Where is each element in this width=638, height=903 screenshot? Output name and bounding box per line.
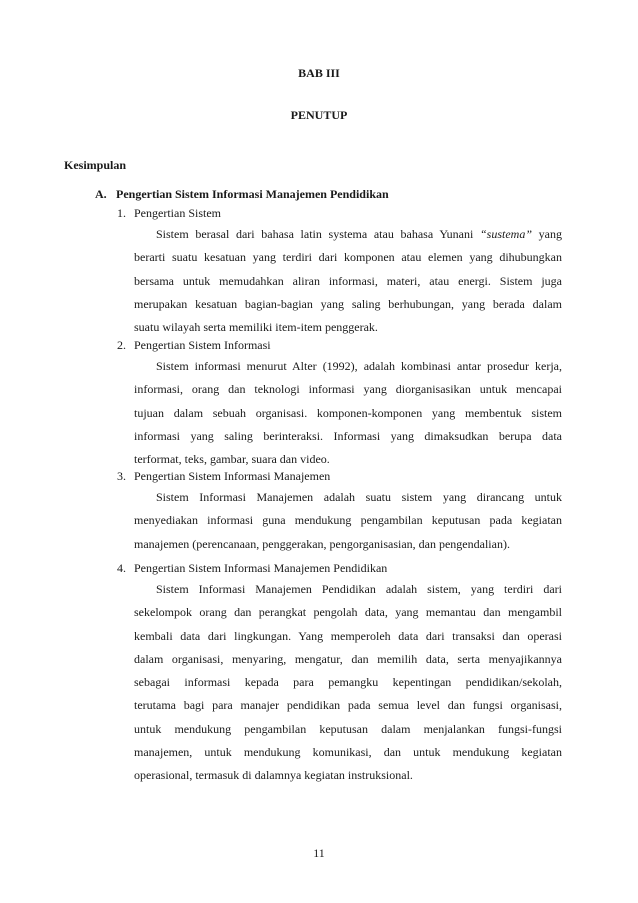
section-heading: Kesimpulan <box>64 158 127 172</box>
line-text: Sistem informasi menurut Alter (1992), adalah kombinasi antar prosedur kerja, <box>156 359 562 373</box>
line-text: terutama bagi para manajer pendidikan pada semua level dan fungsi organisasi, <box>134 698 562 713</box>
line-text: informasi, orang dan teknologi informasi yang diorganisasikan untuk mencapai <box>134 382 562 397</box>
item-heading <box>117 206 221 221</box>
line-text: tujuan dalam sebuah organisasi. komponen-komponen yang membentuk sistem <box>134 405 562 420</box>
line-text: operasional, termasuk di dalamnya kegiatan instruksional. <box>134 768 413 783</box>
paragraph-line <box>134 486 562 509</box>
line-text: merupakan kesatuan bagian-bagian yang saling berhubungan, yang berada dalam <box>134 296 562 311</box>
item-title: Pengertian Sistem Informasi <box>134 338 271 352</box>
line-text: bersama untuk memudahkan aliran informasi, materi, atau energi. Sistem juga <box>134 273 562 288</box>
item-paragraph <box>134 578 562 788</box>
line-text: Sistem berasal dari bahasa latin systema atau bahasa Yunani <box>156 227 480 241</box>
item-paragraph <box>134 486 562 556</box>
line-text: Sistem Informasi Manajemen Pendidikan adalah sistem, yang terdiri dari <box>156 582 562 596</box>
line-text: kembali data dari lingkungan. Yang memperoleh data dari transaksi dan operasi <box>134 628 562 643</box>
paragraph-line <box>134 425 562 448</box>
line-text: dalam organisasi, menyaring, mengatur, dan memilih data, serta menyajikannya <box>134 651 562 666</box>
line-text: untuk mendukung pengambilan keputusan dalam menjalankan fungsi-fungsi <box>134 721 562 736</box>
paragraph-line <box>134 533 562 556</box>
line-text: sebagai informasi kepada para pemangku kepentingan pendidikan/sekolah, <box>134 675 562 690</box>
paragraph-line <box>134 764 562 787</box>
item-title: Pengertian Sistem <box>134 206 221 220</box>
paragraph-line <box>134 601 562 624</box>
line-text: Sistem Informasi Manajemen adalah suatu sistem yang dirancang untuk <box>156 490 562 504</box>
paragraph-line <box>134 578 562 601</box>
chapter-label: BAB III <box>298 66 340 80</box>
item-paragraph <box>134 223 562 339</box>
item-heading <box>117 469 330 484</box>
italic-term: “sustema” <box>480 227 533 241</box>
line-text: yang <box>532 227 562 241</box>
paragraph-line <box>134 694 562 717</box>
item-number: 3. <box>117 469 126 483</box>
line-text: sekelompok orang dan perangkat pengolah data, yang memantau dan mengambil <box>134 605 562 620</box>
item-number: 1. <box>117 206 126 220</box>
line-text: terformat, teks, gambar, suara dan video. <box>134 452 330 467</box>
chapter-title: PENUTUP <box>290 108 348 122</box>
line-text: manajemen, untuk mendukung komunikasi, dan untuk mendukung kegiatan <box>134 745 562 760</box>
paragraph-line <box>134 246 562 269</box>
paragraph-line <box>134 509 562 532</box>
paragraph-line <box>134 270 562 293</box>
paragraph-line <box>134 741 562 764</box>
item-number: 2. <box>117 338 126 352</box>
paragraph-line <box>134 448 562 471</box>
page-number: 11 <box>313 846 325 860</box>
item-title: Pengertian Sistem Informasi Manajemen <box>134 469 331 483</box>
item-number: 4. <box>117 561 126 575</box>
paragraph-line <box>134 402 562 425</box>
paragraph-line <box>134 378 562 401</box>
paragraph-line <box>134 355 562 378</box>
item-paragraph <box>134 355 562 471</box>
item-heading <box>117 338 271 353</box>
line-text: menyediakan informasi guna mendukung pengambilan keputusan pada kegiatan <box>134 513 562 528</box>
line-text: suatu wilayah serta memiliki item-item penggerak. <box>134 320 378 335</box>
line-text: berarti suatu kesatuan yang terdiri dari komponen atau elemen yang dihubungkan <box>134 250 562 265</box>
paragraph-line <box>134 316 562 339</box>
paragraph-line <box>134 293 562 316</box>
line-text: informasi yang saling berinteraksi. Informasi yang dimaksudkan berupa data <box>134 428 562 443</box>
item-title: Pengertian Sistem Informasi Manajemen Pendidikan <box>134 561 388 575</box>
subsection-label: A. <box>95 187 107 201</box>
paragraph-line <box>134 718 562 741</box>
paragraph-line <box>134 625 562 648</box>
subsection-heading <box>95 187 389 202</box>
item-heading <box>117 561 387 576</box>
paragraph-line <box>134 648 562 671</box>
paragraph-line <box>134 671 562 694</box>
line-text: manajemen (perencanaan, penggerakan, pengorganisasian, dan pengendalian). <box>134 536 510 551</box>
paragraph-line <box>134 223 562 246</box>
subsection-title: Pengertian Sistem Informasi Manajemen Pendidikan <box>116 187 389 201</box>
